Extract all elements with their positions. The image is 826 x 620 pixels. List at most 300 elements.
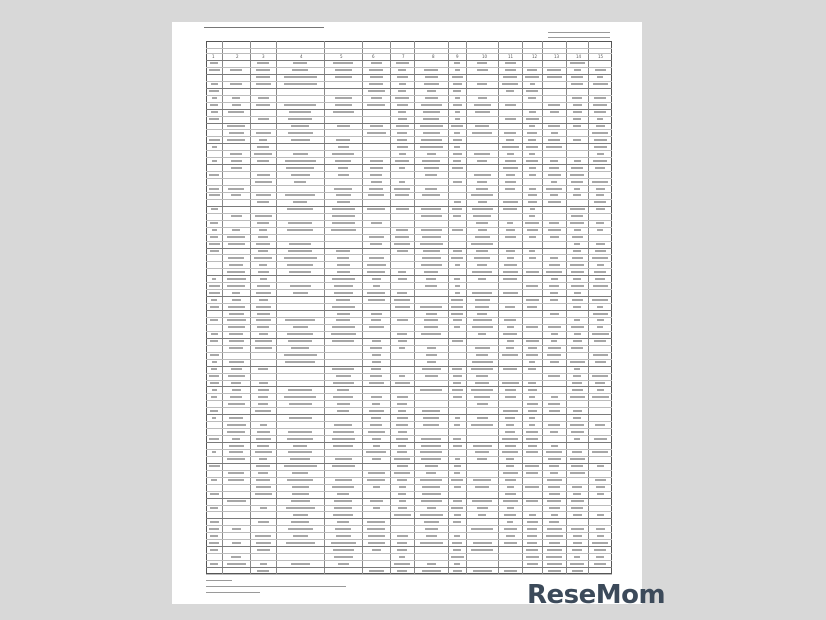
- cell-text-placeholder: [292, 69, 308, 71]
- cell-text-placeholder: [285, 319, 315, 321]
- cell-text-placeholder: [472, 500, 492, 502]
- row-divider: [206, 324, 612, 325]
- cell-text-placeholder: [503, 208, 517, 210]
- cell-text-placeholder: [421, 264, 442, 266]
- cell-text-placeholder: [528, 97, 536, 99]
- cell-text-placeholder: [258, 97, 269, 99]
- cell-text-placeholder: [336, 319, 350, 321]
- cell-text-placeholder: [209, 194, 220, 196]
- cell-text-placeholder: [259, 264, 267, 266]
- cell-text-placeholder: [369, 69, 383, 71]
- cell-text-placeholder: [332, 326, 355, 328]
- cell-text-placeholder: [507, 340, 514, 342]
- cell-text-placeholder: [284, 76, 317, 78]
- cell-text-placeholder: [398, 340, 407, 342]
- cell-text-placeholder: [227, 424, 246, 426]
- cell-text-placeholder: [285, 160, 316, 162]
- column-number: 9: [456, 54, 459, 59]
- cell-text-placeholder: [397, 333, 407, 335]
- cell-text-placeholder: [573, 340, 582, 342]
- cell-text-placeholder: [425, 375, 438, 377]
- cell-text-placeholder: [548, 375, 560, 377]
- cell-text-placeholder: [212, 361, 217, 363]
- cell-text-placeholder: [423, 132, 440, 134]
- cell-text-placeholder: [503, 201, 518, 203]
- cell-text-placeholder: [551, 278, 558, 280]
- cell-text-placeholder: [211, 299, 217, 301]
- cell-text-placeholder: [398, 90, 406, 92]
- cell-text-placeholder: [597, 264, 604, 266]
- cell-text-placeholder: [232, 292, 240, 294]
- cell-text-placeholder: [232, 528, 241, 530]
- row-divider: [206, 248, 612, 249]
- cell-text-placeholder: [368, 542, 385, 544]
- cell-text-placeholder: [451, 479, 463, 481]
- cell-text-placeholder: [427, 361, 436, 363]
- cell-text-placeholder: [507, 326, 514, 328]
- cell-text-placeholder: [210, 236, 218, 238]
- cell-text-placeholder: [397, 104, 408, 106]
- cell-text-placeholder: [453, 500, 462, 502]
- cell-text-placeholder: [371, 62, 382, 64]
- header-date-line: [548, 37, 610, 38]
- cell-text-placeholder: [475, 347, 490, 349]
- cell-text-placeholder: [259, 458, 267, 460]
- column-divider: [390, 41, 391, 574]
- cell-text-placeholder: [230, 69, 242, 71]
- cell-text-placeholder: [506, 229, 515, 231]
- cell-text-placeholder: [396, 438, 408, 440]
- cell-text-placeholder: [212, 229, 217, 231]
- row-divider: [206, 567, 612, 568]
- cell-text-placeholder: [526, 90, 538, 92]
- cell-text-placeholder: [527, 132, 537, 134]
- cell-text-placeholder: [527, 528, 537, 530]
- row-divider: [206, 352, 612, 353]
- cell-text-placeholder: [333, 514, 353, 516]
- cell-text-placeholder: [397, 250, 408, 252]
- cell-text-placeholder: [547, 69, 561, 71]
- cell-text-placeholder: [548, 347, 561, 349]
- cell-text-placeholder: [526, 431, 538, 433]
- cell-text-placeholder: [210, 104, 218, 106]
- cell-text-placeholder: [471, 549, 493, 551]
- cell-text-placeholder: [572, 236, 583, 238]
- cell-text-placeholder: [427, 90, 436, 92]
- cell-text-placeholder: [397, 139, 407, 141]
- cell-text-placeholder: [209, 542, 219, 544]
- cell-text-placeholder: [422, 486, 440, 488]
- cell-text-placeholder: [288, 528, 313, 530]
- cell-text-placeholder: [453, 521, 461, 523]
- cell-text-placeholder: [284, 354, 317, 356]
- cell-text-placeholder: [503, 76, 517, 78]
- cell-text-placeholder: [550, 292, 558, 294]
- cell-text-placeholder: [528, 389, 537, 391]
- cell-text-placeholder: [504, 542, 517, 544]
- cell-text-placeholder: [228, 403, 245, 405]
- cell-text-placeholder: [332, 153, 354, 155]
- cell-text-placeholder: [453, 396, 462, 398]
- cell-text-placeholder: [425, 465, 438, 467]
- cell-text-placeholder: [529, 236, 536, 238]
- cell-text-placeholder: [597, 153, 604, 155]
- cell-text-placeholder: [395, 306, 410, 308]
- cell-text-placeholder: [454, 132, 460, 134]
- cell-text-placeholder: [527, 542, 537, 544]
- cell-text-placeholder: [572, 299, 583, 301]
- cell-text-placeholder: [368, 431, 385, 433]
- cell-text-placeholder: [227, 236, 245, 238]
- cell-text-placeholder: [571, 83, 583, 85]
- cell-text-placeholder: [526, 146, 538, 148]
- cell-text-placeholder: [526, 438, 538, 440]
- cell-text-placeholder: [370, 347, 382, 349]
- cell-text-placeholder: [291, 139, 310, 141]
- cell-text-placeholder: [210, 563, 218, 565]
- cell-text-placeholder: [422, 570, 441, 572]
- row-divider: [206, 157, 612, 158]
- cell-text-placeholder: [427, 347, 436, 349]
- cell-text-placeholder: [549, 285, 559, 287]
- cell-text-placeholder: [255, 410, 271, 412]
- row-divider: [206, 463, 612, 464]
- cell-text-placeholder: [210, 507, 218, 509]
- column-divider: [414, 41, 415, 574]
- cell-text-placeholder: [546, 271, 562, 273]
- cell-text-placeholder: [546, 188, 562, 190]
- cell-text-placeholder: [548, 486, 560, 488]
- cell-text-placeholder: [505, 69, 516, 71]
- cell-text-placeholder: [423, 118, 439, 120]
- cell-text-placeholder: [596, 243, 605, 245]
- cell-text-placeholder: [471, 194, 493, 196]
- cell-text-placeholder: [258, 403, 268, 405]
- cell-text-placeholder: [451, 507, 463, 509]
- row-divider: [206, 206, 612, 207]
- cell-text-placeholder: [286, 507, 315, 509]
- cell-text-placeholder: [229, 264, 243, 266]
- cell-text-placeholder: [597, 535, 604, 537]
- cell-text-placeholder: [503, 333, 517, 335]
- cell-text-placeholder: [258, 271, 269, 273]
- cell-text-placeholder: [453, 438, 461, 440]
- cell-text-placeholder: [398, 493, 406, 495]
- row-divider: [206, 310, 612, 311]
- cell-text-placeholder: [256, 438, 271, 440]
- cell-text-placeholder: [396, 125, 409, 127]
- cell-text-placeholder: [570, 458, 585, 460]
- cell-text-placeholder: [332, 306, 355, 308]
- cell-text-placeholder: [210, 549, 218, 551]
- cell-text-placeholder: [255, 493, 272, 495]
- cell-text-placeholder: [229, 132, 244, 134]
- cell-text-placeholder: [398, 271, 406, 273]
- cell-text-placeholder: [367, 292, 385, 294]
- cell-text-placeholder: [397, 479, 407, 481]
- cell-text-placeholder: [595, 250, 606, 252]
- cell-text-placeholder: [455, 111, 460, 113]
- cell-text-placeholder: [212, 160, 217, 162]
- cell-text-placeholder: [397, 146, 408, 148]
- cell-text-placeholder: [371, 97, 382, 99]
- cell-text-placeholder: [333, 396, 353, 398]
- cell-text-placeholder: [574, 188, 580, 190]
- cell-text-placeholder: [370, 243, 382, 245]
- cell-text-placeholder: [255, 340, 272, 342]
- cell-text-placeholder: [473, 570, 492, 572]
- cell-text-placeholder: [420, 514, 443, 516]
- header-divider: [206, 53, 612, 54]
- cell-text-placeholder: [232, 299, 241, 301]
- cell-text-placeholder: [573, 493, 581, 495]
- cell-text-placeholder: [371, 368, 381, 370]
- cell-text-placeholder: [505, 188, 515, 190]
- row-divider: [206, 60, 612, 61]
- cell-text-placeholder: [289, 271, 311, 273]
- cell-text-placeholder: [395, 236, 409, 238]
- cell-text-placeholder: [453, 83, 462, 85]
- cell-text-placeholder: [546, 535, 563, 537]
- cell-text-placeholder: [526, 160, 538, 162]
- cell-text-placeholder: [229, 340, 244, 342]
- cell-text-placeholder: [592, 132, 608, 134]
- cell-text-placeholder: [399, 375, 405, 377]
- row-divider: [206, 275, 612, 276]
- cell-text-placeholder: [227, 431, 245, 433]
- cell-text-placeholder: [454, 563, 460, 565]
- cell-text-placeholder: [288, 222, 312, 224]
- cell-text-placeholder: [595, 69, 606, 71]
- cell-text-placeholder: [399, 486, 406, 488]
- cell-text-placeholder: [453, 181, 462, 183]
- column-number: 7: [402, 54, 405, 59]
- cell-text-placeholder: [549, 493, 560, 495]
- title-line: [204, 27, 324, 28]
- cell-text-placeholder: [398, 111, 406, 113]
- cell-text-placeholder: [394, 514, 411, 516]
- cell-text-placeholder: [425, 188, 437, 190]
- cell-text-placeholder: [288, 451, 312, 453]
- cell-text-placeholder: [370, 174, 382, 176]
- cell-text-placeholder: [597, 229, 603, 231]
- cell-text-placeholder: [476, 222, 488, 224]
- cell-text-placeholder: [592, 396, 609, 398]
- cell-text-placeholder: [422, 368, 441, 370]
- cell-text-placeholder: [425, 528, 438, 530]
- row-divider: [206, 227, 612, 228]
- cell-text-placeholder: [209, 90, 219, 92]
- row-divider: [206, 192, 612, 193]
- cell-text-placeholder: [210, 340, 218, 342]
- cell-text-placeholder: [423, 417, 439, 419]
- row-divider: [206, 477, 612, 478]
- row-divider: [206, 74, 612, 75]
- cell-text-placeholder: [397, 396, 408, 398]
- column-divider: [522, 41, 523, 574]
- cell-text-placeholder: [594, 111, 606, 113]
- cell-text-placeholder: [570, 264, 584, 266]
- cell-text-placeholder: [529, 257, 536, 259]
- cell-text-placeholder: [420, 542, 443, 544]
- cell-text-placeholder: [572, 549, 582, 551]
- cell-text-placeholder: [289, 243, 311, 245]
- cell-text-placeholder: [528, 382, 536, 384]
- cell-text-placeholder: [474, 174, 491, 176]
- cell-text-placeholder: [452, 229, 463, 231]
- cell-text-placeholder: [211, 479, 217, 481]
- cell-text-placeholder: [332, 340, 354, 342]
- cell-text-placeholder: [367, 264, 386, 266]
- column-divider: [276, 41, 277, 574]
- cell-text-placeholder: [398, 445, 406, 447]
- cell-text-placeholder: [550, 111, 559, 113]
- cell-text-placeholder: [421, 438, 441, 440]
- cell-text-placeholder: [369, 257, 384, 259]
- cell-text-placeholder: [474, 257, 490, 259]
- cell-text-placeholder: [596, 528, 605, 530]
- cell-text-placeholder: [257, 222, 269, 224]
- cell-text-placeholder: [527, 306, 537, 308]
- cell-text-placeholder: [366, 451, 386, 453]
- cell-text-placeholder: [256, 486, 271, 488]
- cell-text-placeholder: [370, 424, 382, 426]
- cell-text-placeholder: [287, 333, 313, 335]
- cell-text-placeholder: [526, 118, 539, 120]
- cell-text-placeholder: [227, 500, 246, 502]
- cell-text-placeholder: [595, 424, 605, 426]
- cell-text-placeholder: [337, 264, 350, 266]
- cell-text-placeholder: [256, 479, 270, 481]
- cell-text-placeholder: [332, 215, 355, 217]
- cell-text-placeholder: [528, 201, 537, 203]
- cell-text-placeholder: [426, 472, 436, 474]
- cell-text-placeholder: [573, 306, 581, 308]
- footnote-line: [206, 580, 232, 581]
- cell-text-placeholder: [505, 160, 516, 162]
- cell-text-placeholder: [209, 528, 219, 530]
- cell-text-placeholder: [571, 271, 584, 273]
- cell-text-placeholder: [592, 181, 608, 183]
- cell-text-placeholder: [475, 306, 489, 308]
- cell-text-placeholder: [506, 90, 514, 92]
- cell-text-placeholder: [397, 403, 407, 405]
- cell-text-placeholder: [369, 326, 384, 328]
- cell-text-placeholder: [502, 146, 519, 148]
- column-number: 4: [300, 54, 303, 59]
- cell-text-placeholder: [505, 389, 516, 391]
- row-divider: [206, 338, 612, 339]
- cell-text-placeholder: [472, 132, 492, 134]
- cell-text-placeholder: [260, 507, 267, 509]
- cell-text-placeholder: [593, 83, 608, 85]
- cell-text-placeholder: [525, 222, 539, 224]
- cell-text-placeholder: [368, 194, 384, 196]
- cell-text-placeholder: [210, 493, 219, 495]
- cell-text-placeholder: [478, 229, 487, 231]
- footnote-line: [206, 586, 346, 587]
- cell-text-placeholder: [337, 410, 349, 412]
- cell-text-placeholder: [549, 264, 560, 266]
- cell-text-placeholder: [529, 167, 536, 169]
- cell-text-placeholder: [370, 76, 383, 78]
- cell-text-placeholder: [255, 535, 271, 537]
- cell-text-placeholder: [596, 222, 604, 224]
- column-divider: [566, 41, 567, 574]
- cell-text-placeholder: [397, 451, 407, 453]
- column-number: 15: [598, 54, 604, 59]
- cell-text-placeholder: [256, 243, 270, 245]
- cell-text-placeholder: [548, 229, 561, 231]
- cell-text-placeholder: [258, 472, 268, 474]
- cell-text-placeholder: [507, 486, 514, 488]
- cell-text-placeholder: [477, 507, 488, 509]
- cell-text-placeholder: [394, 243, 410, 245]
- cell-text-placeholder: [232, 438, 240, 440]
- cell-text-placeholder: [504, 132, 516, 134]
- row-divider: [206, 213, 612, 214]
- cell-text-placeholder: [572, 486, 582, 488]
- cell-text-placeholder: [505, 104, 516, 106]
- cell-text-placeholder: [548, 403, 560, 405]
- cell-text-placeholder: [477, 181, 487, 183]
- column-number: 11: [508, 54, 514, 59]
- cell-text-placeholder: [476, 354, 488, 356]
- column-number: 1: [212, 54, 215, 59]
- cell-text-placeholder: [334, 556, 353, 558]
- cell-text-placeholder: [256, 194, 271, 196]
- cell-text-placeholder: [228, 375, 245, 377]
- cell-text-placeholder: [335, 104, 352, 106]
- row-divider: [206, 553, 612, 554]
- cell-text-placeholder: [475, 451, 489, 453]
- cell-text-placeholder: [292, 486, 309, 488]
- cell-text-placeholder: [372, 549, 381, 551]
- cell-text-placeholder: [574, 229, 581, 231]
- cell-text-placeholder: [573, 514, 582, 516]
- cell-text-placeholder: [551, 396, 558, 398]
- cell-text-placeholder: [529, 174, 536, 176]
- cell-text-placeholder: [455, 97, 460, 99]
- cell-text-placeholder: [291, 347, 309, 349]
- cell-text-placeholder: [333, 549, 354, 551]
- cell-text-placeholder: [258, 250, 268, 252]
- cell-text-placeholder: [594, 271, 606, 273]
- cell-text-placeholder: [570, 62, 585, 64]
- cell-text-placeholder: [370, 375, 382, 377]
- cell-text-placeholder: [255, 215, 272, 217]
- cell-text-placeholder: [471, 389, 493, 391]
- cell-text-placeholder: [505, 493, 516, 495]
- cell-text-placeholder: [291, 500, 310, 502]
- row-divider: [206, 81, 612, 82]
- row-divider: [206, 407, 612, 408]
- cell-text-placeholder: [597, 493, 604, 495]
- cell-text-placeholder: [373, 486, 380, 488]
- cell-text-placeholder: [550, 472, 558, 474]
- cell-text-placeholder: [420, 389, 442, 391]
- cell-text-placeholder: [399, 556, 405, 558]
- cell-text-placeholder: [506, 458, 514, 460]
- cell-text-placeholder: [422, 410, 440, 412]
- cell-text-placeholder: [372, 354, 381, 356]
- cell-text-placeholder: [212, 417, 216, 419]
- cell-text-placeholder: [286, 167, 314, 169]
- cell-text-placeholder: [230, 83, 242, 85]
- cell-text-placeholder: [574, 368, 580, 370]
- cell-text-placeholder: [422, 493, 441, 495]
- row-divider: [206, 199, 612, 200]
